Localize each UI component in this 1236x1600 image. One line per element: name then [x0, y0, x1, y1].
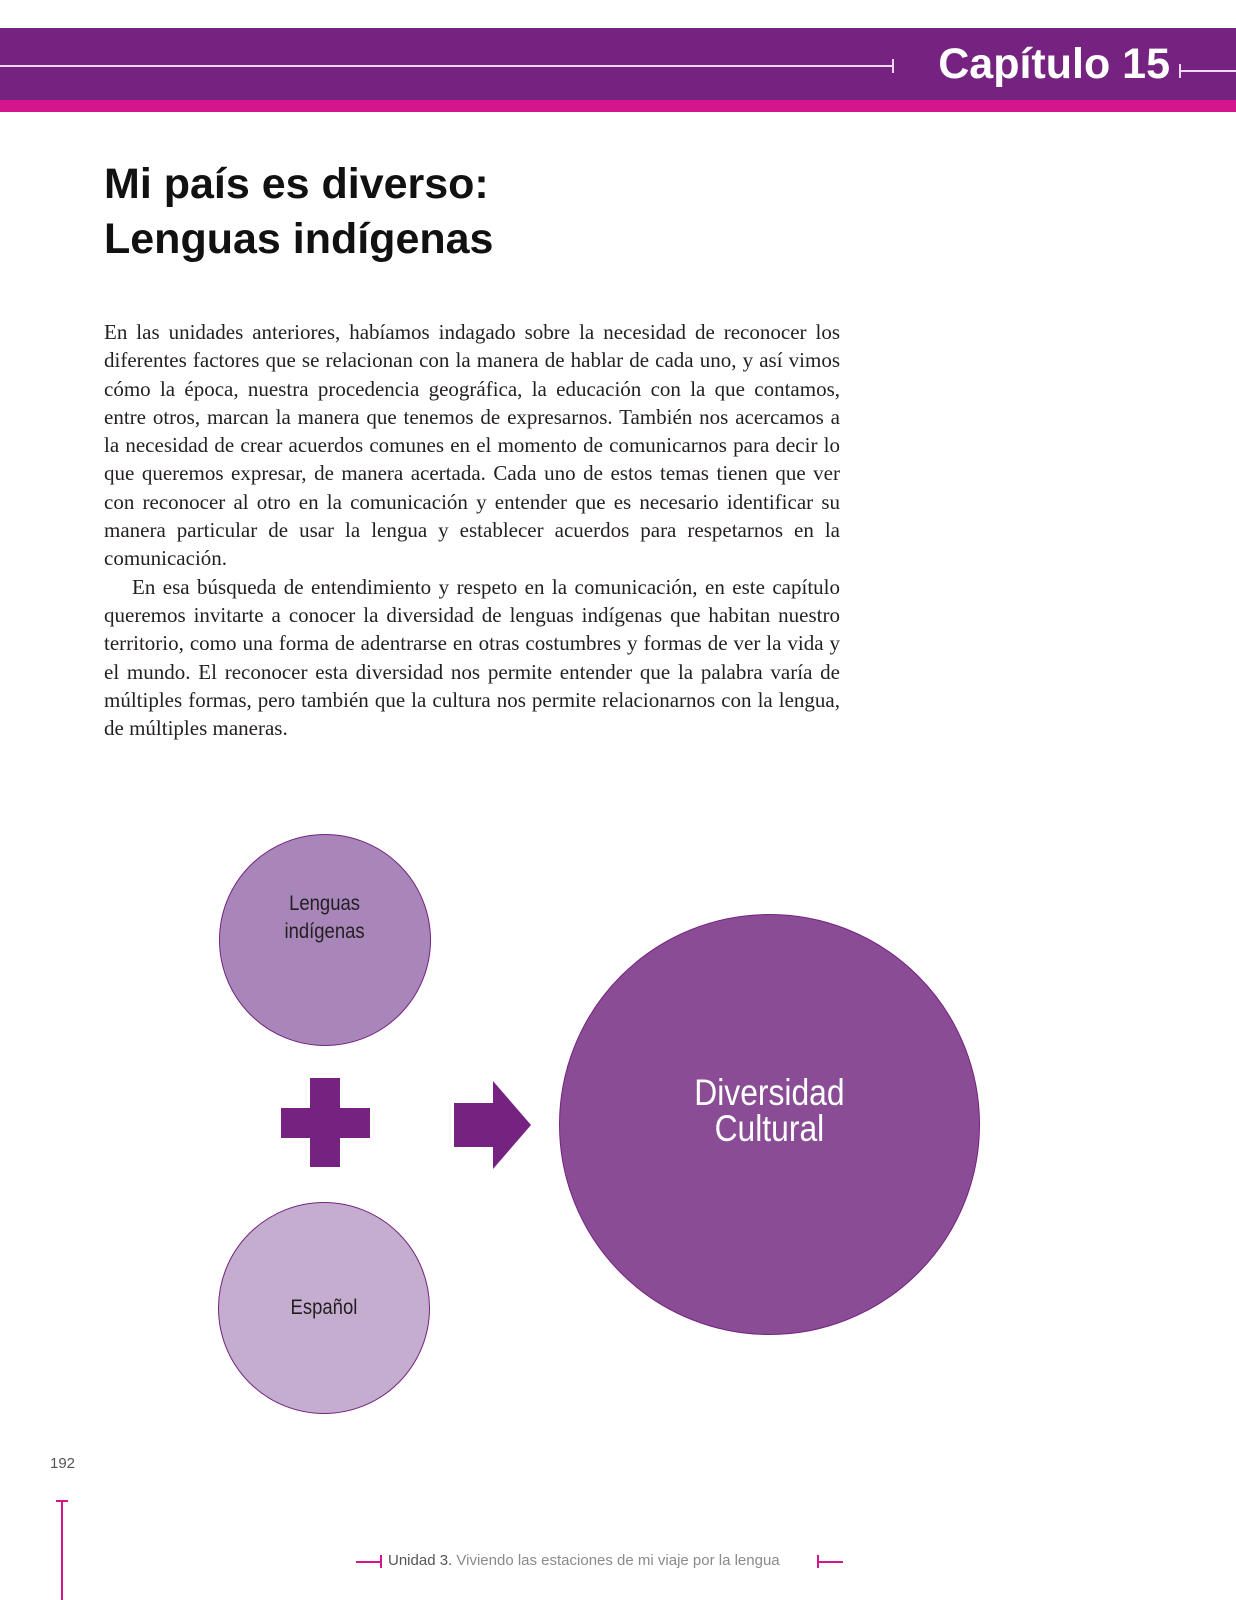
espanol-circle [218, 1202, 430, 1414]
page-number: 192 [50, 1455, 76, 1472]
paragraph-1: En las unidades anteriores, habíamos indagado sobre la necesidad de reconocer los diferentes factores que se relacionan con la manera de hablar de cada uno, y así vimos cómo la época, nuestra procedencia geográfica, la educación con la que contamos, entre otros, marcan la manera que tenemos de expresarnos. También nos acercamos a la necesidad de crear acuerdos comunes en el momento de comunicarnos para decir lo que queremos expresar, de manera acertada. Cada uno de estos temas tienen que ver con reconocer al otro en la comunicación y entender que es necesario identificar su manera particular de usar la lengua y establecer acuerdos para respetarnos en la comunicación. [104, 320, 840, 571]
page-title-line-2: Lenguas indígenas [104, 215, 494, 263]
diversidad-cultural-label: Diversidad Cultural [694, 1071, 845, 1149]
footer-rule-right [817, 1561, 843, 1563]
espanol-label: Español [290, 1296, 358, 1319]
plus-icon [281, 1078, 370, 1167]
margin-rule [61, 1500, 63, 1600]
page-title-line-1: Mi país es diverso: [104, 160, 489, 208]
footer-description: Viviendo las estaciones de mi viaje por la lengua [456, 1552, 780, 1569]
chapter-label: Capítulo 15 [938, 40, 1170, 88]
diversidad-cultural-circle [559, 914, 980, 1335]
paragraph-2: En esa búsqueda de entendimiento y respeto en la comunicación, en este capítulo queremos invitarte a conocer la diversidad de lenguas indígenas que habitan nuestro territorio, como una forma de adentrarse en otras costumbres y formas de ver la vida y el mundo. El reconocer esta diversidad nos permite entender que la palabra varía de múltiples formas, pero también que la cultura nos permite relacionarnos con la lengua, de múltiples maneras. [104, 574, 840, 741]
footer-rule-left [356, 1561, 381, 1563]
footer [356, 1549, 846, 1573]
lenguas-indigenas-label: Lenguas indígenas [284, 892, 366, 943]
footer-rule-tick-left [380, 1555, 382, 1568]
footer-text [388, 1549, 780, 1573]
arrow-right-icon [454, 1081, 531, 1169]
footer-unit: Unidad 3. [388, 1552, 453, 1569]
